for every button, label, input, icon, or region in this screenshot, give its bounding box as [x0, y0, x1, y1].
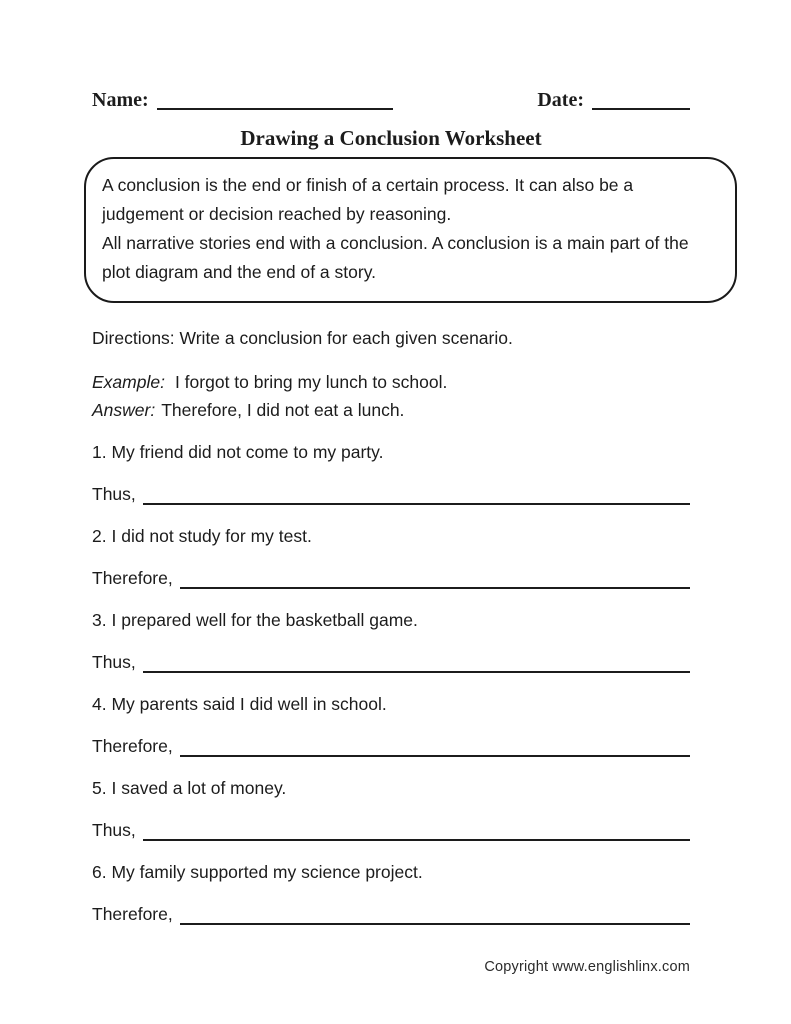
- definition-paragraph-1: A conclusion is the end or finish of a certain process. It can also be a judgement or decision reached by reasoning.: [102, 175, 634, 224]
- example-row: [92, 370, 690, 394]
- item-4-starter-label: Therefore,: [92, 736, 173, 756]
- item-2-starter-label: Therefore,: [92, 568, 173, 588]
- item-5-text: I saved a lot of money.: [111, 778, 287, 798]
- item-3-answer-row: [92, 650, 690, 674]
- item-6-number: 6.: [92, 862, 107, 882]
- item-2-answer-row: [92, 566, 690, 590]
- definition-box: [84, 157, 737, 303]
- item-2-number: 2.: [92, 526, 107, 546]
- item-6-starter-label: Therefore,: [92, 904, 173, 924]
- item-5-fill-in-blank[interactable]: [143, 839, 690, 841]
- item-5-answer-row: [92, 818, 690, 842]
- item-4-prompt: [92, 692, 690, 716]
- page-title: Drawing a Conclusion Worksheet: [240, 126, 542, 150]
- item-3-text: I prepared well for the basketball game.: [111, 610, 418, 630]
- item-6-fill-in-blank[interactable]: [180, 923, 690, 925]
- answer-row: [92, 398, 690, 422]
- item-3-number: 3.: [92, 610, 107, 630]
- item-2-prompt: [92, 524, 690, 548]
- date-field-group: [537, 88, 690, 112]
- name-fill-in-blank[interactable]: [157, 108, 393, 110]
- directions-text: Directions: Write a conclusion for each given scenario.: [92, 328, 513, 348]
- item-1-fill-in-blank[interactable]: [143, 503, 690, 505]
- date-fill-in-blank[interactable]: [592, 108, 690, 110]
- item-1-text: My friend did not come to my party.: [111, 442, 384, 462]
- item-1-prompt: [92, 440, 690, 464]
- item-3-starter-label: Thus,: [92, 652, 136, 672]
- definition-paragraph-2: All narrative stories end with a conclusion. A conclusion is a main part of the plot diagram and the end of a story.: [102, 233, 689, 282]
- item-5-number: 5.: [92, 778, 107, 798]
- item-5-prompt: [92, 776, 690, 800]
- copyright-text: Copyright www.englishlinx.com: [484, 959, 690, 975]
- name-field-group: [92, 88, 393, 112]
- item-4-answer-row: [92, 734, 690, 758]
- item-4-number: 4.: [92, 694, 107, 714]
- item-3-prompt: [92, 608, 690, 632]
- item-2-text: I did not study for my test.: [111, 526, 312, 546]
- answer-text: Therefore, I did not eat a lunch.: [161, 400, 405, 420]
- item-6-prompt: [92, 860, 690, 884]
- item-6-answer-row: [92, 902, 690, 926]
- item-4-text: My parents said I did well in school.: [111, 694, 387, 714]
- item-5-starter-label: Thus,: [92, 820, 136, 840]
- item-3-fill-in-blank[interactable]: [143, 671, 690, 673]
- item-1-starter-label: Thus,: [92, 484, 136, 504]
- item-4-fill-in-blank[interactable]: [180, 755, 690, 757]
- example-label: Example:: [92, 372, 165, 392]
- item-6-text: My family supported my science project.: [111, 862, 423, 882]
- date-label: Date:: [537, 89, 584, 111]
- example-text: I forgot to bring my lunch to school.: [174, 372, 448, 392]
- answer-label: Answer:: [92, 400, 156, 420]
- name-label: Name:: [92, 89, 149, 111]
- item-1-number: 1.: [92, 442, 107, 462]
- header-row: [92, 88, 690, 112]
- item-2-fill-in-blank[interactable]: [180, 587, 690, 589]
- item-1-answer-row: [92, 482, 690, 506]
